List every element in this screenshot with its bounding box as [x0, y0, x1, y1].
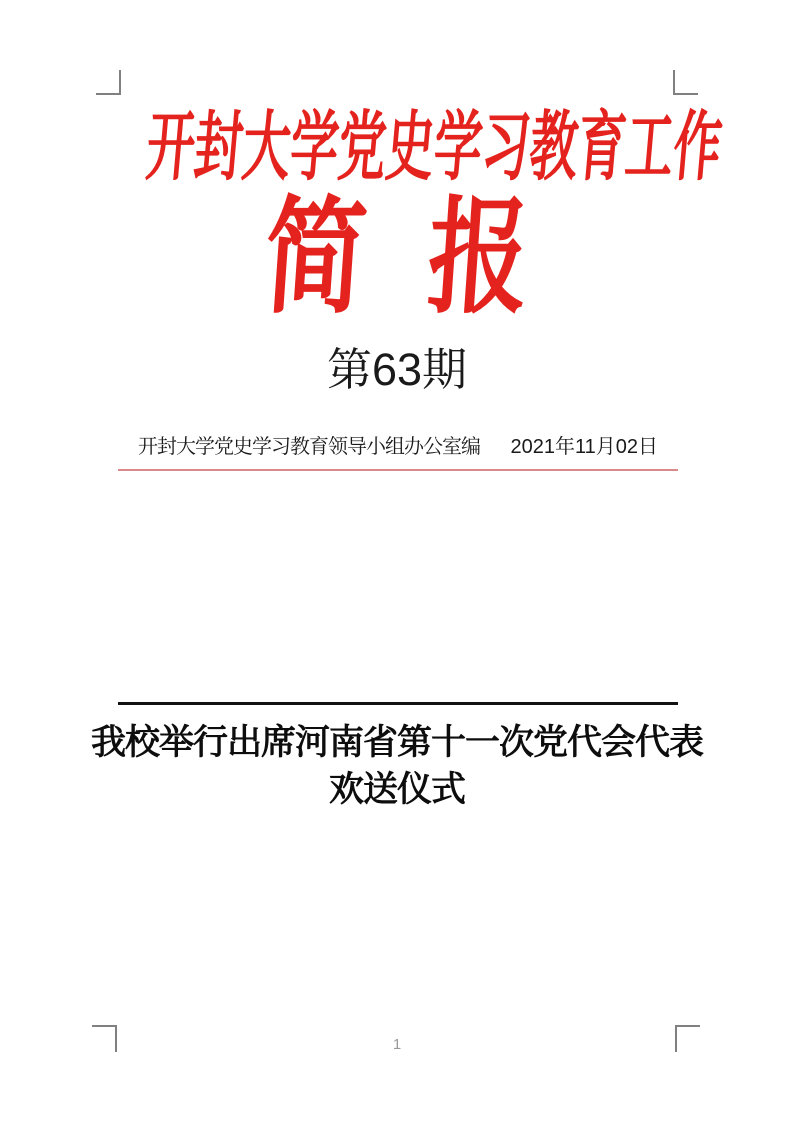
crop-mark-top-left-icon [96, 70, 121, 95]
imprint-editor: 开封大学党史学习教育领导小组办公室编 [138, 436, 480, 458]
imprint-date: 2021年11月02日 [510, 436, 658, 458]
crop-mark-top-right-icon [673, 70, 698, 95]
headline-divider-rule [118, 702, 678, 705]
issue-number: 第63期 [326, 344, 468, 395]
imprint-divider-rule [118, 469, 678, 471]
page-number: 1 [392, 1036, 402, 1053]
masthead-title-line1: 开封大学党史学习教育工作 [143, 105, 726, 190]
masthead-title-char-bao: 报 [423, 187, 534, 328]
article-headline-line2: 欢送仪式 [328, 770, 465, 809]
masthead-title-line2 [75, 187, 719, 328]
imprint-row [118, 434, 678, 460]
article-headline [0, 719, 794, 813]
masthead-title-char-jian: 简 [260, 187, 371, 328]
article-headline-line1: 我校举行出席河南省第十一次党代会代表 [90, 723, 703, 762]
